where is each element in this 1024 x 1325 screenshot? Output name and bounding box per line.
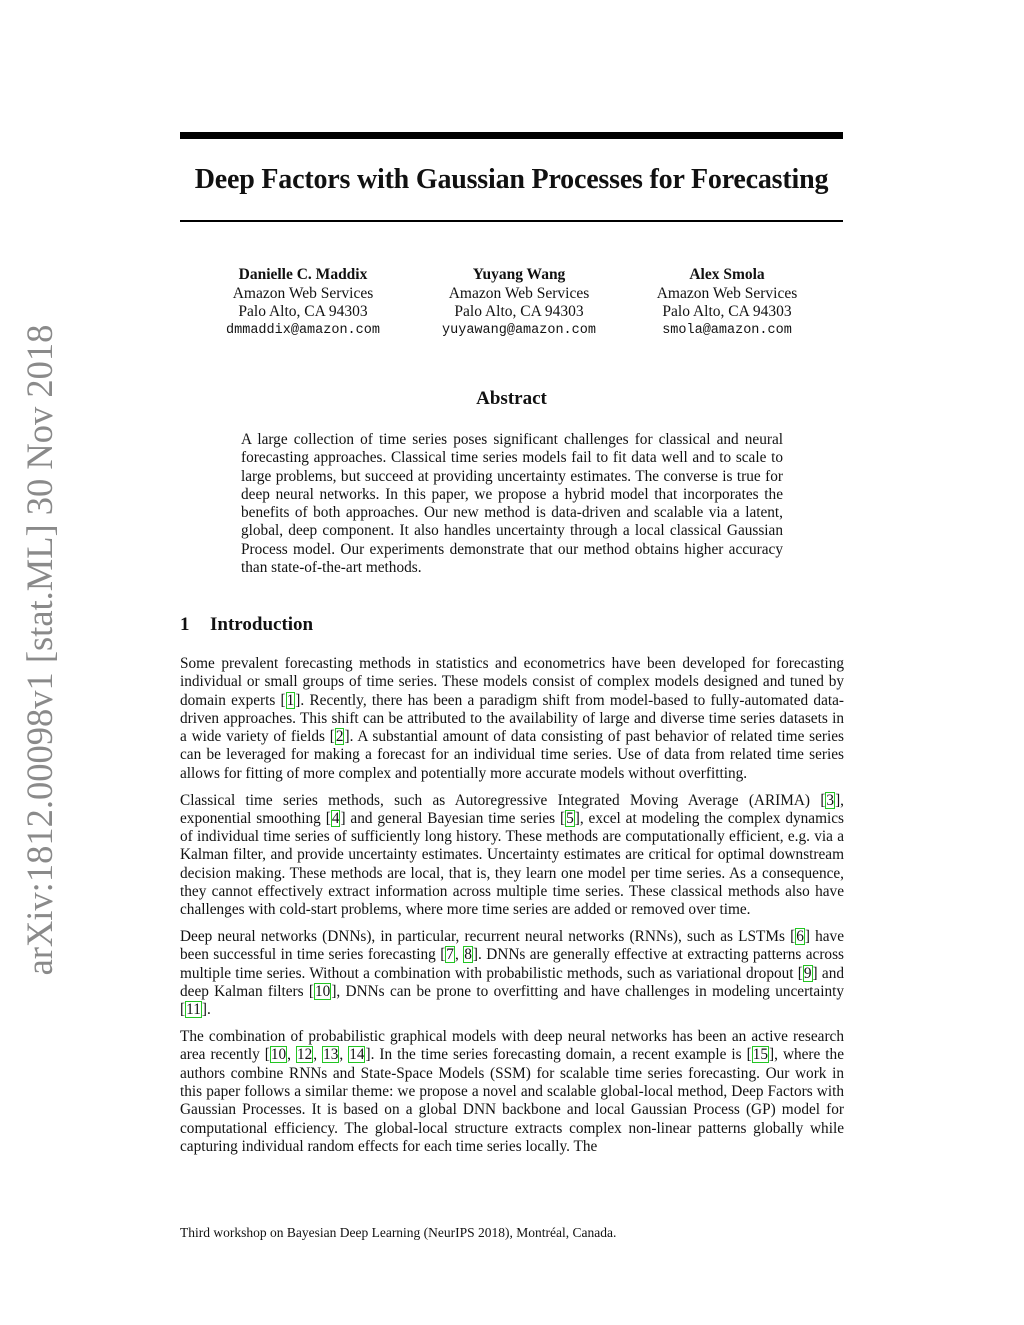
citation-link[interactable]: 6 (796, 928, 804, 946)
paragraph-text: ]. DNNs are generally effective at extracting patterns across multiple time series. Without a combination with probabilistic methods, such as variational dropout [ (180, 946, 844, 982)
paragraph-text: ], DNNs can be prone to overfitting and have challenges in modeling uncertainty [ (180, 983, 845, 1019)
abstract-heading: Abstract (476, 388, 547, 409)
author-email[interactable]: dmmaddix@amazon.com (226, 322, 380, 338)
paragraph-text: ]. A substantial amount of data consisting of past behavior of related time series can be leveraged for making a forecast for an individual time series. Use of data from related time series allows for fitting of more complex and potentially more accurate models without overfitting. (180, 728, 845, 782)
body-paragraph (180, 792, 844, 920)
paragraph-text: , (454, 946, 464, 964)
author-affiliation: Amazon Web Services (656, 284, 798, 302)
citation-link[interactable]: 4 (331, 809, 340, 827)
paragraph-text: ]. In the time series forecasting domain, a recent example is [ (365, 1046, 752, 1064)
body-paragraph (180, 928, 844, 1019)
paragraph-text: Some prevalent forecasting methods in statistics and econometrics have been developed for forecasting individual or small groups of time series. These models consist of complex models designed and tuned by domain experts [ (180, 655, 844, 709)
title-rule-top (180, 132, 843, 139)
paragraph-text: ] and general Bayesian time series [ (340, 809, 566, 827)
paragraph-text: ], exponential smoothing [ (180, 791, 844, 827)
citation-link[interactable]: 15 (752, 1046, 769, 1064)
citation-link[interactable]: 11 (186, 1001, 201, 1019)
citation-link[interactable]: 9 (803, 964, 812, 982)
author-3 (607, 266, 847, 340)
abstract-text: A large collection of time series poses significant challenges for classical and neural forecasting approaches. Classical time series models fail to fit data well and to scale to large problems, but succeed at providing uncertainty estimates. The converse is true for deep neural networks. In this paper, we propose a hybrid model that incorporates the benefits of both approaches. Our new method is data-driven and scalable via a latent, global, deep component. It also handles uncertainty through a local classical Gaussian Process model. Our experiments demonstrate that our method obtains higher accuracy than state-of-the-art methods. (241, 431, 783, 577)
citation-link[interactable]: 10 (315, 983, 331, 1001)
section-title: Introduction (210, 614, 314, 635)
citation-link[interactable]: 1 (286, 691, 295, 709)
author-name: Alex Smola (689, 266, 765, 283)
citation-link[interactable]: 8 (464, 946, 472, 964)
author-2 (399, 266, 639, 340)
paragraph-text: ]. Recently, there has been a paradigm shift from model-based to fully-automated data-driven approaches. This shift can be attributed to the availability of large and diverse time series datasets in a wide variety of fields [ (180, 691, 844, 746)
paragraph-text: , (339, 1046, 349, 1064)
citation-link[interactable]: 10 (270, 1046, 287, 1064)
author-name: Danielle C. Maddix (238, 266, 368, 283)
paragraph-text: ]. (201, 1001, 211, 1019)
citation-link[interactable]: 14 (349, 1046, 365, 1064)
body-paragraph (180, 655, 844, 783)
paragraph-text: Classical time series methods, such as Autoregressive Integrated Moving Average (ARIMA) [ (180, 791, 826, 809)
citation-link[interactable]: 5 (566, 809, 574, 827)
author-affiliation: Amazon Web Services (448, 284, 590, 302)
section-heading (180, 612, 843, 638)
title-rule-bottom (180, 220, 843, 222)
paragraph-text: , (313, 1046, 323, 1064)
arxiv-stamp: arXiv:1812.00098v1 [stat.ML] 30 Nov 2018 (19, 324, 60, 976)
section-number: 1 (180, 614, 190, 635)
author-address: Palo Alto, CA 94303 (238, 303, 368, 320)
author-email[interactable]: yuyawang@amazon.com (442, 322, 596, 338)
paragraph-text: The combination of probabilistic graphical models with deep neural networks has been an active research area recently [ (180, 1028, 844, 1064)
author-address: Palo Alto, CA 94303 (662, 303, 792, 320)
author-email[interactable]: smola@amazon.com (662, 322, 792, 338)
author-block (0, 266, 1024, 346)
author-address: Palo Alto, CA 94303 (454, 303, 584, 320)
body-paragraph (180, 1028, 844, 1156)
paragraph-text: Deep neural networks (DNNs), in particular, recurrent neural networks (RNNs), such as LSTMs [ (180, 928, 796, 946)
author-name: Yuyang Wang (472, 266, 566, 283)
citation-link[interactable]: 2 (335, 728, 344, 746)
paper-title: Deep Factors with Gaussian Processes for Forecasting (194, 164, 829, 195)
citation-link[interactable]: 3 (826, 791, 835, 809)
author-1 (183, 266, 423, 340)
paragraph-text: ] and deep Kalman filters [ (180, 964, 844, 1001)
section-body (180, 655, 844, 1165)
citation-link[interactable]: 7 (446, 946, 454, 964)
paragraph-text: ], where the authors combine RNNs and State-Space Models (SSM) for scalable time series forecasting. Our work in this paper follows a similar theme: we propose a novel and scalable global-local method, Deep Factors with Gaussian Processes. It is based on a global DNN backbone and local Gaussian Process (GP) model for computational efficiency. The global-local structure extracts complex non-linear patterns globally while capturing individual random effects for each time series locally. The (180, 1046, 844, 1155)
paragraph-text: ] have been successful in time series forecasting [ (180, 928, 844, 964)
citation-link[interactable]: 13 (323, 1046, 339, 1064)
paragraph-text: ], excel at modeling the complex dynamics of individual time series of sufficiently long history. These methods are computationally efficient, e.g. via a Kalman filter, and provide uncertainty estimates. Uncertainty estimates are critical for optimal downstream decision making. These methods are local, that is, they learn one model per time series. As a consequence, they cannot effectively extract information across multiple time series. These classical methods also have challenges with cold-start problems, where more time series are added or removed over time. (180, 809, 844, 919)
footnote: Third workshop on Bayesian Deep Learning (NeurIPS 2018), Montréal, Canada. (180, 1225, 617, 1240)
citation-link[interactable]: 12 (296, 1046, 313, 1064)
author-affiliation: Amazon Web Services (232, 284, 374, 302)
paragraph-text: , (287, 1046, 296, 1064)
